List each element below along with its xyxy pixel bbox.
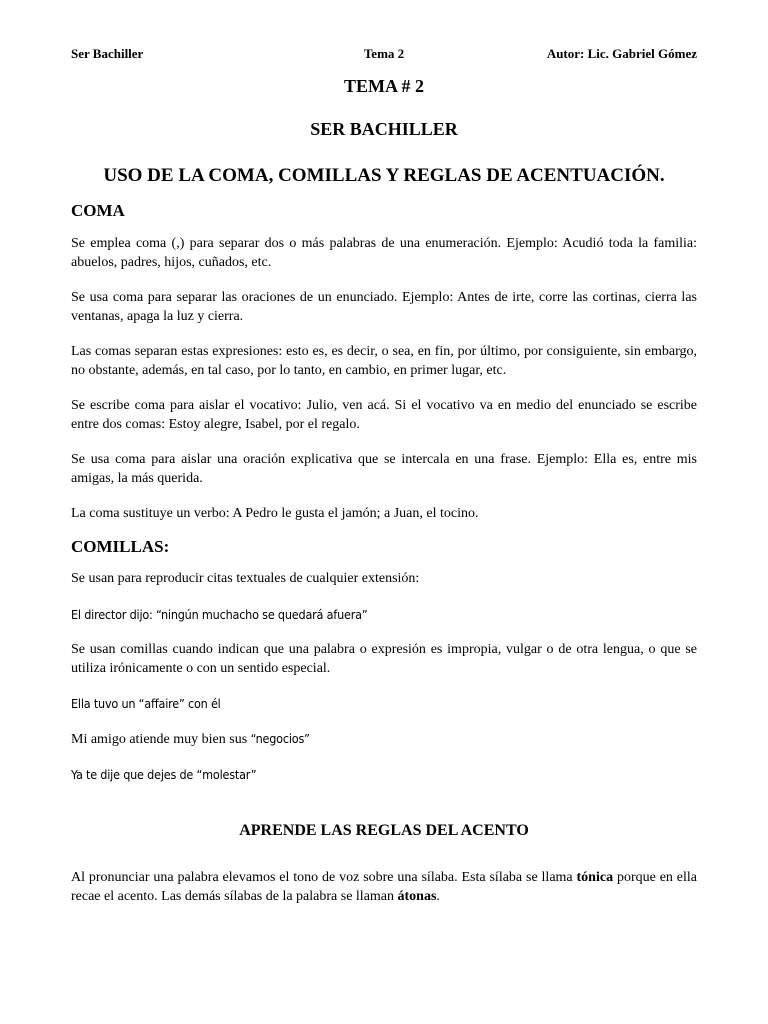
coma-paragraph: Las comas separan estas expresiones: esto es, es decir, o sea, en fin, por último, por consiguiente, sin embargo, no obstante, además, en tal caso, por lo tanto, en cambio, en primer lugar, etc. <box>71 344 697 378</box>
coma-paragraph: La coma sustituye un verbo: A Pedro le gusta el jamón; a Juan, el tocino. <box>71 506 479 521</box>
document-body <box>71 74 697 906</box>
acento-text: porque en ella recae el acento. Las demás sílabas de la palabra se llaman <box>71 870 697 904</box>
comillas-usage: Se usan comillas cuando indican que una palabra o expresión es impropia, vulgar o de otra lengua, o que se utiliza irónicamente o con un sentido especial. <box>71 642 697 676</box>
acento-text: Al pronunciar una palabra elevamos el tono de voz sobre una sílaba. Esta sílaba se llama <box>71 870 577 885</box>
comillas-intro: Se usan para reproducir citas textuales de cualquier extensión: <box>71 571 420 586</box>
coma-paragraph: Se usa coma para separar las oraciones de un enunciado. Ejemplo: Antes de irte, corre las cortinas, cierra las ventanas, apaga la luz y cierra. <box>71 290 697 324</box>
acento-text: . <box>436 889 440 904</box>
subject-title: SER BACHILLER <box>310 119 458 139</box>
coma-paragraph: Se usa coma para aislar una oración explicativa que se intercala en una frase. Ejemplo: Ella es, entre mis amigas, la más querida. <box>71 452 697 486</box>
quoted-word: “negocios” <box>250 731 310 746</box>
coma-heading: COMA <box>71 201 125 220</box>
comillas-example: Ya te dije que dejes de “molestar” <box>71 767 257 782</box>
tonica-term: tónica <box>576 870 614 885</box>
header-left: Ser Bachiller <box>71 46 144 61</box>
coma-paragraph: Se escribe coma para aislar el vocativo: Julio, ven acá. Si el vocativo va en medio del enunciado se escribe entre dos comas: Estoy alegre, Isabel, por el regalo. <box>71 398 697 432</box>
comillas-example: El director dijo: “ningún muchacho se quedará afuera” <box>71 607 368 622</box>
header-center: Tema 2 <box>363 46 405 61</box>
header-right: Autor: Lic. Gabriel Gómez <box>546 46 697 61</box>
comillas-heading: COMILLAS: <box>71 537 170 556</box>
example-text: Mi amigo atiende muy bien sus <box>71 732 251 747</box>
topic-title: USO DE LA COMA, COMILLAS Y REGLAS DE ACENTUACIÓN. <box>103 165 665 186</box>
atonas-term: átonas <box>397 889 437 904</box>
acento-paragraph <box>71 868 697 906</box>
tema-title: TEMA # 2 <box>343 76 424 96</box>
acento-heading: APRENDE LAS REGLAS DEL ACENTO <box>239 822 529 839</box>
comillas-example: Ella tuvo un “affaire” con él <box>71 696 221 711</box>
coma-paragraph: Se emplea coma (,) para separar dos o más palabras de una enumeración. Ejemplo: Acudió toda la familia: abuelos, padres, hijos, cuñados, etc. <box>71 236 697 270</box>
comillas-example <box>71 729 697 749</box>
